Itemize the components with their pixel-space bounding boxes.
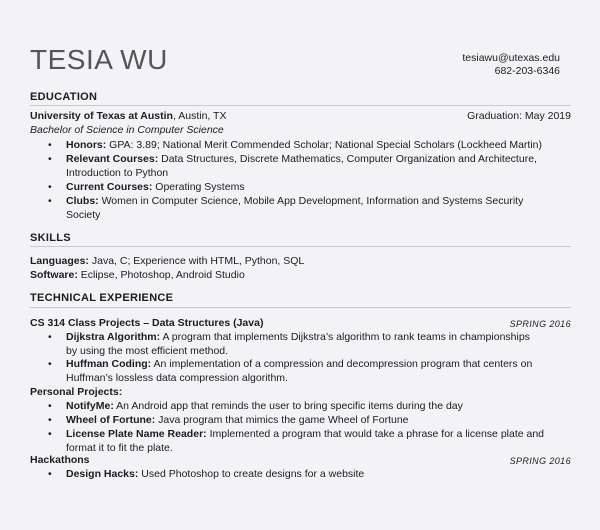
languages-label: Languages: <box>30 255 89 267</box>
experience-heading: TECHNICAL EXPERIENCE <box>30 292 174 304</box>
hackathons-heading-line <box>30 453 571 467</box>
list-item <box>48 138 573 152</box>
item-label: Relevant Courses: <box>66 153 159 165</box>
item-continuation: Introduction to Python <box>66 167 169 179</box>
list-item <box>48 357 573 371</box>
education-divider <box>30 105 571 106</box>
school-name: University of Texas at Austin <box>30 110 173 122</box>
item-text: Operating Systems <box>152 181 245 193</box>
bullet-icon: • <box>48 414 52 426</box>
item-text: Women in Computer Science, Mobile App Development, Information and Systems Security <box>98 195 524 207</box>
bullet-icon: • <box>48 400 52 412</box>
list-item <box>48 467 573 481</box>
item-text: Used Photoshop to create designs for a website <box>138 468 365 480</box>
degree-line: Bachelor of Science in Computer Science <box>30 124 224 136</box>
item-label: NotifyMe: <box>66 400 114 412</box>
bullet-icon: • <box>48 153 52 165</box>
item-text: Java program that mimics the game Wheel of Fortune <box>155 414 409 426</box>
education-heading: EDUCATION <box>30 91 98 103</box>
item-text: GPA: 3.89; National Merit Commended Scholar; National Special Scholars (Lockheed Martin) <box>106 139 543 151</box>
list-item <box>48 194 573 208</box>
item-label: Honors: <box>66 139 107 151</box>
item-text: An Android app that reminds the user to bring specific items during the day <box>113 400 463 412</box>
item-label: Current Courses: <box>66 181 153 193</box>
bullet-icon: • <box>48 139 52 151</box>
list-item <box>48 180 573 194</box>
list-item <box>48 427 573 441</box>
personal-heading: Personal Projects: <box>30 386 123 398</box>
item-label: Wheel of Fortune: <box>66 414 156 426</box>
experience-divider <box>30 307 571 308</box>
item-label: Clubs: <box>66 195 99 207</box>
cs314-date: SPRING 2016 <box>509 319 571 329</box>
skills-heading: SKILLS <box>30 232 71 244</box>
personal-heading-line <box>30 385 571 399</box>
school-line <box>30 109 571 123</box>
item-continuation: Huffman’s lossless data compression algorithm. <box>66 372 288 384</box>
bullet-icon: • <box>48 358 52 370</box>
list-item <box>48 413 573 427</box>
hackathons-heading: Hackathons <box>30 454 90 466</box>
item-label: Huffman Coding: <box>66 358 152 370</box>
languages-value: Java, C; Experience with HTML, Python, SQL <box>88 255 305 267</box>
item-continuation: format it to fit the plate. <box>66 442 173 454</box>
item-text: An implementation of a compression and decompression program that centers on <box>151 358 533 370</box>
item-text: A program that implements Dijkstra’s algorithm to rank teams in championships <box>160 331 530 343</box>
bullet-icon: • <box>48 428 52 440</box>
bullet-icon: • <box>48 195 52 207</box>
item-label: License Plate Name Reader: <box>66 428 207 440</box>
bullet-icon: • <box>48 468 52 480</box>
phone-number: 682-203-6346 <box>494 65 560 77</box>
item-continuation: by using the most efficient method. <box>66 345 229 357</box>
school-location: , Austin, TX <box>172 110 227 122</box>
email-address[interactable]: tesiawu@utexas.edu <box>462 52 560 64</box>
item-label: Design Hacks: <box>66 468 139 480</box>
item-text: Data Structures, Discrete Mathematics, Computer Organization and Architecture, <box>158 153 537 165</box>
item-text: Implemented a program that would take a phrase for a license plate and <box>206 428 545 440</box>
hackathons-date: SPRING 2016 <box>509 456 571 466</box>
bullet-icon: • <box>48 181 52 193</box>
software-label: Software: <box>30 269 78 281</box>
contact-block <box>462 52 560 78</box>
item-label: Dijkstra Algorithm: <box>66 331 161 343</box>
software-value: Eclipse, Photoshop, Android Studio <box>77 269 245 281</box>
list-item <box>48 152 573 166</box>
item-continuation: Society <box>66 209 101 221</box>
candidate-name: TESIA WU <box>30 44 168 75</box>
cs314-heading: CS 314 Class Projects – Data Structures (Java) <box>30 317 264 329</box>
cs314-heading-line <box>30 316 571 330</box>
skills-divider <box>30 246 571 247</box>
languages-line <box>30 254 571 268</box>
bullet-icon: • <box>48 331 52 343</box>
graduation-date: Graduation: May 2019 <box>467 110 571 122</box>
software-line <box>30 268 571 282</box>
list-item <box>48 399 573 413</box>
list-item <box>48 330 573 344</box>
